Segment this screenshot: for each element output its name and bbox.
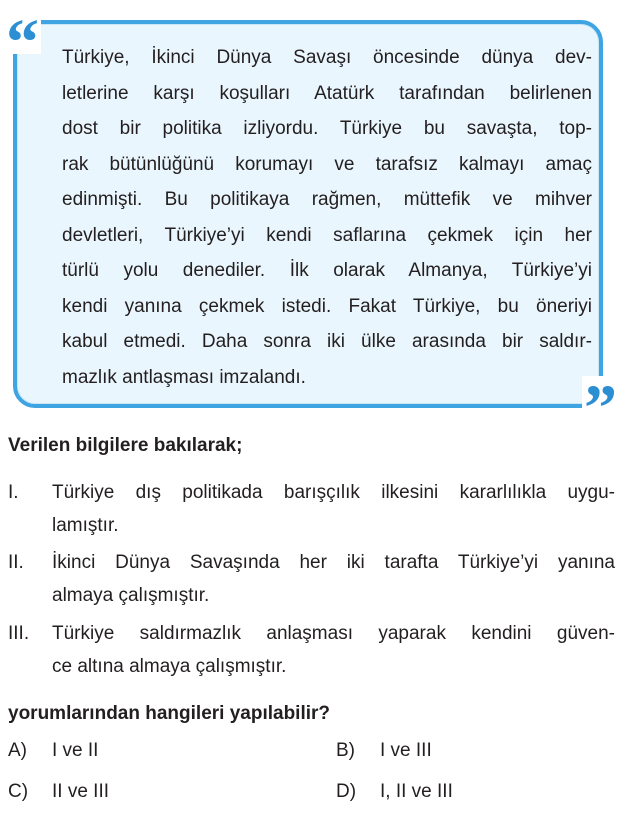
question-prompt: Verilen bilgilere bakılarak; (8, 435, 243, 456)
passage-line: rak bütünlüğünü korumayı ve tarafsız kalmayı amaç (62, 153, 592, 175)
passage-line: kabul etmedi. Daha sonra iki ülke arasında bir saldır- (62, 331, 592, 352)
statement-text (52, 617, 615, 683)
passage-line: mazlık antlaşması imzalandı. (62, 366, 306, 388)
passage-line: türlü yolu denediler. İlk olarak Almanya, Türkiye’yi (62, 260, 592, 281)
passage-line: edinmişti. Bu politikaya rağmen, müttefik ve mihver (62, 189, 592, 210)
option-text: I ve III (380, 740, 432, 761)
question-text: yorumlarından hangileri yapılabilir? (8, 703, 331, 724)
option-letter: A) (8, 740, 27, 761)
statement-number: II. (8, 552, 24, 573)
statement-line: Türkiye saldırmazlık anlaşması yaparak kendini güven- (52, 623, 615, 644)
statement-number: I. (8, 482, 19, 503)
close-quote-icon: ” (584, 376, 617, 420)
passage-line: kendi yanına çekmek istedi. Fakat Türkiye, bu öneriyi (62, 295, 592, 317)
option-a[interactable] (8, 739, 98, 763)
statement-line: lamıştır. (52, 515, 119, 536)
statement-line: almaya çalışmıştır. (52, 585, 210, 606)
statement-text (52, 546, 615, 612)
statement-line: Türkiye dış politikada barışçılık ilkesini kararlılıkla uygu- (52, 482, 615, 503)
option-c[interactable] (8, 780, 109, 804)
option-b[interactable] (336, 739, 432, 763)
passage-line: dost bir politika izliyordu. Türkiye bu savaşta, top- (62, 118, 592, 139)
option-d[interactable] (336, 780, 453, 804)
option-text: I, II ve III (380, 781, 453, 802)
option-text: I ve II (52, 740, 99, 761)
option-letter: B) (336, 740, 355, 761)
passage-text (62, 40, 592, 395)
option-letter: C) (8, 781, 29, 802)
option-text: II ve III (52, 781, 110, 802)
statement-line: İkinci Dünya Savaşında her iki tarafta Türkiye’yi yanına (52, 552, 615, 573)
statement-text (52, 476, 615, 542)
passage-line: devletleri, Türkiye’yi kendi saflarına çekmek için her (62, 224, 592, 246)
open-quote-icon: “ (6, 10, 39, 54)
passage-line: Türkiye, İkinci Dünya Savaşı öncesinde dünya dev- (62, 47, 592, 68)
passage-line: letlerine karşı koşulları Atatürk tarafından belirlenen (62, 82, 592, 104)
option-letter: D) (336, 781, 357, 802)
statement-number: III. (8, 623, 30, 644)
statement-line: ce altına almaya çalışmıştır. (52, 656, 287, 677)
